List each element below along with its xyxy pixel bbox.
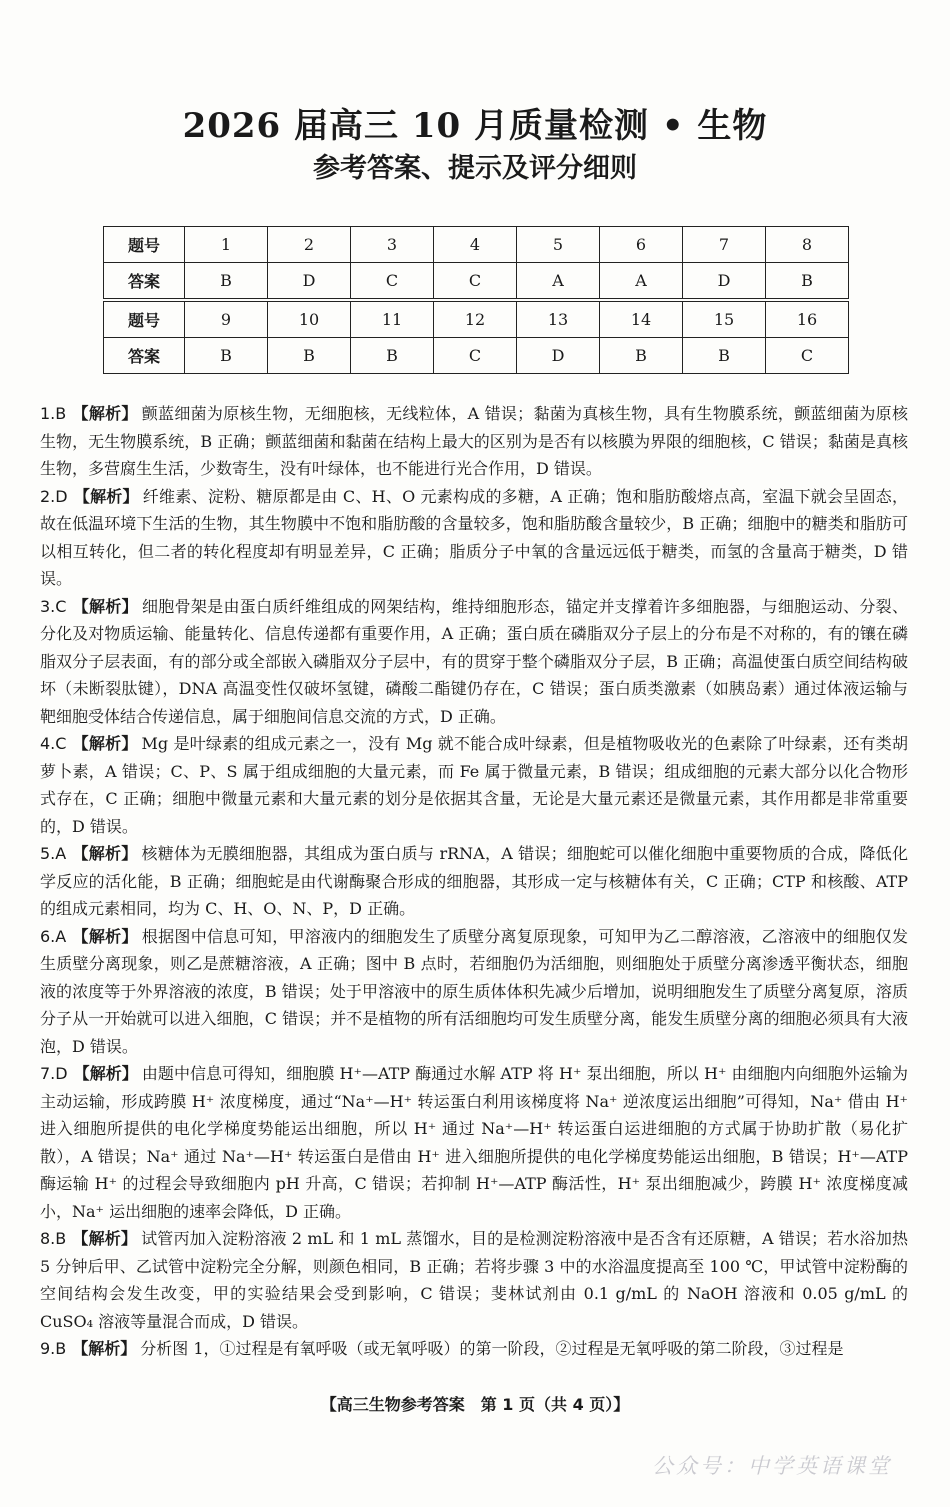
explanation-item [40, 593, 908, 731]
item-tag: 【解析】 [73, 1064, 138, 1083]
table-cell: B [683, 338, 766, 374]
page-subtitle: 参考答案、提示及评分细则 [313, 153, 637, 184]
item-tag: 【解析】 [72, 1339, 137, 1358]
explanation-item [40, 730, 908, 840]
table-cell: B [351, 338, 434, 374]
table-cell: 7 [683, 227, 766, 263]
row-header-cell: 答案 [104, 338, 185, 374]
table-cell: 12 [434, 300, 517, 338]
table-cell: D [517, 338, 600, 374]
explanation-list [40, 400, 908, 1363]
item-text: 由题中信息可得知，细胞膜 H⁺—ATP 酶通过水解 ATP 将 H⁺ 泵出细胞，所以 H⁺ 由细胞内向细胞外运输为主动运输，形成跨膜 H⁺ 浓度梯度，通过“Na⁺—H⁺ 转运蛋白利用该梯度将 Na⁺ 逆浓度运出细胞”可得知，Na⁺ 借由 H⁺ 进入细胞所提供的电化学梯度势能运出细胞，所以 H⁺ 通过 Na⁺—H⁺ 转运蛋白运进细胞的方式属于协助扩散（易化扩散），A 错误；Na⁺ 通过 Na⁺—H⁺ 转运蛋白是借由 H⁺ 进入细胞所提供的电化学梯度势能运出细胞，B 错误；H⁺—ATP 酶运输 H⁺ 的过程会导致细胞内 pH 升高，C 错误；若抑制 H⁺—ATP 酶活性，H⁺ 泵出细胞减少，跨膜 H⁺ 浓度梯度减小，Na⁺ 运出细胞的速率会降低，D 正确。 [40, 1064, 908, 1221]
table-cell: C [434, 338, 517, 374]
explanation-item [40, 1335, 908, 1363]
item-text: 分析图 1，①过程是有氧呼吸（或无氧呼吸）的第一阶段，②过程是无氧呼吸的第二阶段，③过程是 [140, 1339, 844, 1358]
table-cell: 13 [517, 300, 600, 338]
table-cell: 8 [766, 227, 849, 263]
table-cell: 9 [185, 300, 268, 338]
table-cell: 10 [268, 300, 351, 338]
item-number: 6.A [40, 926, 67, 946]
explanation-item [40, 923, 908, 1061]
item-text: 细胞骨架是由蛋白质纤维组成的网架结构，维持细胞形态，锚定并支撑着许多细胞器，与细胞运动、分裂、分化及对物质运输、能量转化、信息传递都有重要作用，A 正确；蛋白质在磷脂双分子层上的分布是不对称的，有的镶在磷脂双分子层表面，有的部分或全部嵌入磷脂双分子层中，有的贯穿于整个磷脂双分子层，B 正确；高温使蛋白质空间结构破坏（未断裂肽键），DNA 高温变性仅破坏氢键，磷酸二酯键仍存在，C 错误；蛋白质类激素（如胰岛素）通过体液运输与靶细胞受体结合传递信息，属于细胞间信息交流的方式，D 正确。 [40, 596, 908, 726]
item-text: 纤维素、淀粉、糖原都是由 C、H、O 元素构成的多糖，A 正确；饱和脂肪酸熔点高，室温下就会呈固态，故在低温环境下生活的生物，其生物膜中不饱和脂肪酸的含量较多，饱和脂肪酸含量较少，B 正确；细胞中的糖类和脂肪可以相互转化，但二者的转化程度却有明显差异，C 正确；脂质分子中氧的含量远远低于糖类，而氢的含量高于糖类，D 错误。 [40, 486, 908, 588]
table-cell: 2 [268, 227, 351, 263]
table-cell: D [268, 263, 351, 301]
answer-table-row [104, 263, 849, 301]
table-cell: A [600, 263, 683, 301]
item-tag: 【解析】 [72, 844, 138, 863]
item-text: 试管丙加入淀粉溶液 2 mL 和 1 mL 蒸馏水，目的是检测淀粉溶液中是否含有还原糖，A 错误；若水浴加热 5 分钟后甲、乙试管中淀粉完全分解，则颜色相同，B 正确；若将步骤 3 中的水浴温度提高至 100 ℃，甲试管中淀粉酶的空间结构会发生改变，甲的实验结果会受到影响，C 错误；斐林试剂由 0.1 g/mL 的 NaOH 溶液和 0.05 g/mL 的 CuSO₄ 溶液等量混合而成，D 错误。 [40, 1229, 908, 1331]
item-text: 核糖体为无膜细胞器，其组成为蛋白质与 rRNA，A 错误；细胞蛇可以催化细胞中重要物质的合成，降低化学反应的活化能，B 正确；细胞蛇是由代谢酶聚合形成的细胞器，其形成一定与核糖体有关，C 正确；CTP 和核酸、ATP 的组成元素相同，均为 C、H、O、N、P，D 正确。 [40, 844, 908, 918]
explanation-item [40, 1225, 908, 1335]
table-cell: 6 [600, 227, 683, 263]
table-cell: 16 [766, 300, 849, 338]
table-cell: B [185, 338, 268, 374]
row-header-cell: 题号 [104, 227, 185, 263]
item-number: 2.D [40, 486, 68, 506]
table-cell: 14 [600, 300, 683, 338]
table-cell: 1 [185, 227, 268, 263]
page-title: 2026 届高三 10 月质量检测 • 生物 [182, 106, 768, 146]
table-cell: D [683, 263, 766, 301]
table-cell: C [351, 263, 434, 301]
item-tag: 【解析】 [72, 734, 138, 753]
table-cell: A [517, 263, 600, 301]
item-number: 4.C [40, 734, 67, 753]
item-text: Mg 是叶绿素的组成元素之一，没有 Mg 就不能合成叶绿素，但是植物吸收光的色素除了叶绿素，还有类胡萝卜素，A 错误；C、P、S 属于组成细胞的大量元素，而 Fe 属于微量元素，B 错误；组成细胞的元素大部分以化合物形式存在，C 正确；细胞中微量元素和大量元素的划分是依据其含量，无论是大量元素还是微量元素，其作用都是非常重要的，D 错误。 [40, 734, 908, 836]
item-number: 5.A [40, 844, 67, 863]
answer-table-row [104, 338, 849, 374]
page-footer: 【高三生物参考答案 第 1 页（共 4 页）】 [320, 1395, 630, 1414]
explanation-item [40, 400, 908, 483]
watermark: 公众号：中学英语课堂 [652, 1454, 892, 1478]
answer-table [103, 226, 849, 374]
row-header-cell: 答案 [104, 263, 185, 301]
item-number: 1.B [40, 404, 67, 423]
answer-table-row [104, 300, 849, 338]
item-tag: 【解析】 [72, 1229, 138, 1248]
table-cell: B [600, 338, 683, 374]
table-cell: 5 [517, 227, 600, 263]
table-cell: 3 [351, 227, 434, 263]
table-cell: 11 [351, 300, 434, 338]
item-number: 7.D [40, 1064, 68, 1083]
item-tag: 【解析】 [72, 404, 138, 423]
item-number: 3.C [40, 596, 67, 616]
table-cell: C [766, 338, 849, 374]
item-number: 9.B [40, 1339, 67, 1358]
item-tag: 【解析】 [73, 486, 139, 506]
table-cell: 4 [434, 227, 517, 263]
table-cell: 15 [683, 300, 766, 338]
table-cell: B [766, 263, 849, 301]
answer-table-row [104, 227, 849, 263]
item-tag: 【解析】 [72, 926, 138, 946]
explanation-item [40, 1060, 908, 1225]
table-cell: B [185, 263, 268, 301]
table-cell: B [268, 338, 351, 374]
explanation-item [40, 483, 908, 593]
item-tag: 【解析】 [72, 596, 138, 616]
row-header-cell: 题号 [104, 300, 185, 338]
table-cell: C [434, 263, 517, 301]
item-number: 8.B [40, 1229, 67, 1248]
explanation-item [40, 840, 908, 923]
item-text: 颤蓝细菌为原核生物，无细胞核，无线粒体，A 错误；黏菌为真核生物，具有生物膜系统，颤蓝细菌为原核生物，无生物膜系统，B 正确；颤蓝细菌和黏菌在结构上最大的区别为是否有以核膜为界限的细胞核，C 错误；黏菌是真核生物，多营腐生生活，少数寄生，没有叶绿体，也不能进行光合作用，D 错误。 [40, 404, 908, 478]
item-text: 根据图中信息可知，甲溶液内的细胞发生了质壁分离复原现象，可知甲为乙二醇溶液，乙溶液中的细胞仅发生质壁分离现象，则乙是蔗糖溶液，A 正确；图中 B 点时，若细胞仍为活细胞，则细胞处于质壁分离渗透平衡状态，细胞液的浓度等于外界溶液的浓度，B 错误；处于甲溶液中的原生质体体积先减少后增加，说明细胞发生了质壁分离复原，溶质分子从一开始就可以进入细胞，C 错误；并不是植物的所有活细胞均可发生质壁分离，能发生质壁分离的细胞必须具有大液泡，D 错误。 [40, 926, 908, 1056]
